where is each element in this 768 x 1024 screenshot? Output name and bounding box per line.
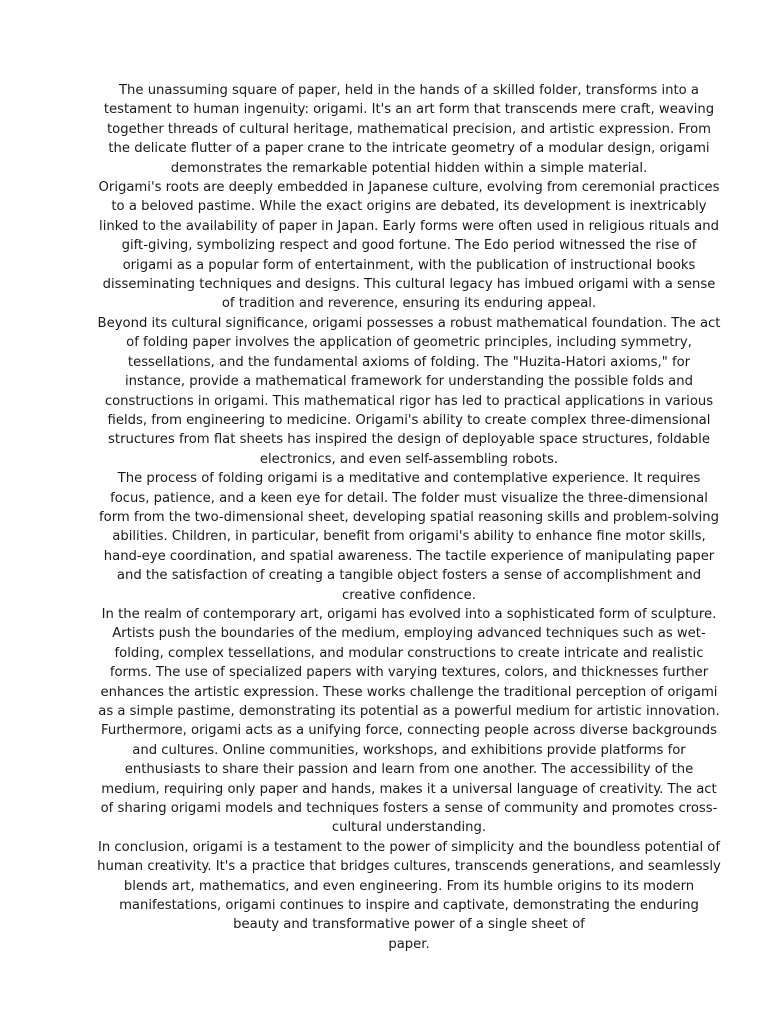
paragraph-final-word: paper. — [388, 936, 430, 952]
paragraph-community: Furthermore, origami acts as a unifying force, connecting people across diverse backgrounds and cultures. Online communities, workshops, and exhibitions provide platforms for enthusiasts to share their passion and learn from one another. The accessibility of the medium, requiring only paper and hands, makes it a universal language of creativity. The act of sharing origami models and techniques fosters a sense of community and promotes cross-cultural understanding. — [100, 723, 718, 836]
paragraph-contemporary-art: In the realm of contemporary art, origami has evolved into a sophisticated form of sculpture. Artists push the boundaries of the medium, employing advanced techniques such as wet-folding, complex tessellations, and modular constructions to create intricate and realistic forms. The use of specialized papers with varying textures, colors, and thicknesses further enhances the artistic expression. These works challenge the traditional perception of origami as a simple pastime, demonstrating its potential as a powerful medium for artistic innovation. — [98, 606, 720, 719]
paragraph-mathematics: Beyond its cultural significance, origami possesses a robust mathematical foundation. The act of folding paper involves the application of geometric principles, including symmetry, tessellations, and the fundamental axioms of folding. The "Huzita-Hatori axioms," for instance, provide a mathematical framework for understanding the possible folds and constructions in origami. This mathematical rigor has led to practical applications in various fields, from engineering to medicine. Origami's ability to create complex three-dimensional structures from flat sheets has inspired the design of deployable space structures, foldable electronics, and even self-assembling robots. — [97, 315, 721, 467]
paragraph-roots: Origami's roots are deeply embedded in Japanese culture, evolving from ceremonial practices to a beloved pastime. While the exact origins are debated, its development is inextricably linked to the availability of paper in Japan. Early forms were often used in religious rituals and gift-giving, symbolizing respect and good fortune. The Edo period witnessed the rise of origami as a popular form of entertainment, with the publication of instructional books disseminating techniques and designs. This cultural legacy has imbued origami with a sense of tradition and reverence, ensuring its enduring appeal. — [98, 180, 720, 312]
paragraph-conclusion: In conclusion, origami is a testament to the power of simplicity and the boundless potential of human creativity. It's a practice that bridges cultures, transcends generations, and seamlessly blends art, mathematics, and even engineering. From its humble origins to its modern manifestations, origami continues to inspire and captivate, demonstrating the enduring beauty and transformative power of a single sheet of — [97, 839, 721, 933]
paragraph-intro: The unassuming square of paper, held in the hands of a skilled folder, transforms into a testament to human ingenuity: origami. It's an art form that transcends mere craft, weaving together threads of cultural heritage, mathematical precision, and artistic expression. From the delicate flutter of a paper crane to the intricate geometry of a modular design, origami demonstrates the remarkable potential hidden within a simple material. — [103, 83, 715, 176]
paragraph-process: The process of folding origami is a meditative and contemplative experience. It requires focus, patience, and a keen eye for detail. The folder must visualize the three-dimensional form from the two-dimensional sheet, developing spatial reasoning skills and problem-solving abilities. Children, in particular, benefit from origami's ability to enhance fine motor skills, hand-eye coordination, and spatial awareness. The tactile experience of manipulating paper and the satisfaction of creating a tangible object fosters a sense of accomplishment and creative confidence. — [98, 471, 720, 603]
document-page — [96, 81, 722, 954]
